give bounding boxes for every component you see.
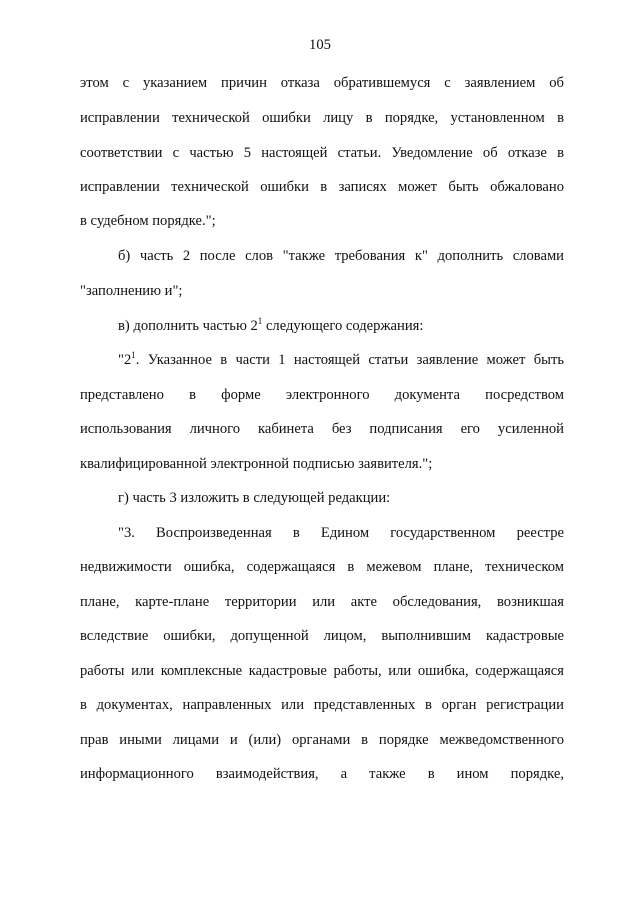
text-line: использования личного кабинета без подписания его усиленной [80, 421, 564, 437]
text-line: прав иными лицами и (или) органами в порядке межведомственного [80, 732, 564, 748]
text-line: исправлении технической ошибки в записях может быть обжаловано [80, 179, 564, 195]
superscript: 1 [257, 316, 263, 326]
text-line: этом с указанием причин отказа обратившемуся с заявлением об [80, 75, 564, 91]
text-line: "заполнению и"; [80, 283, 183, 299]
text-line: в документах, направленных или представленных в орган регистрации [80, 697, 564, 713]
superscript: 1 [131, 350, 136, 360]
text-line [118, 318, 423, 335]
text-segment: в) дополнить частью 2 [118, 318, 258, 334]
text-line: вследствие ошибки, допущенной лицом, выполнившим кадастровые [80, 628, 564, 644]
text-segment: . Указанное в части 1 настоящей статьи заявление может быть [135, 352, 564, 368]
text-line: исправлении технической ошибки лицу в порядке, установленном в [80, 110, 564, 126]
text-line: плане, карте-плане территории или акте обследования, возникшая [80, 594, 564, 610]
text-line: информационного взаимодействия, а также в ином порядке, [80, 766, 564, 782]
text-line: работы или комплексные кадастровые работы, или ошибка, содержащаяся [80, 663, 564, 679]
text-line: представлено в форме электронного документа посредством [80, 387, 564, 403]
text-segment: следующего содержания: [262, 318, 424, 334]
text-line: в судебном порядке."; [80, 213, 216, 229]
text-line: б) часть 2 после слов "также требования к" дополнить словами [118, 248, 564, 264]
page-number: 105 [309, 37, 331, 53]
text-line [118, 352, 564, 369]
text-line: "3. Воспроизведенная в Едином государственном реестре [118, 525, 564, 541]
text-segment: "2 [118, 352, 132, 368]
text-line: недвижимости ошибка, содержащаяся в межевом плане, техническом [80, 559, 564, 575]
text-line: г) часть 3 изложить в следующей редакции: [118, 490, 391, 506]
text-line: квалифицированной электронной подписью заявителя."; [80, 456, 433, 472]
text-line: соответствии с частью 5 настоящей статьи. Уведомление об отказе в [80, 145, 564, 161]
